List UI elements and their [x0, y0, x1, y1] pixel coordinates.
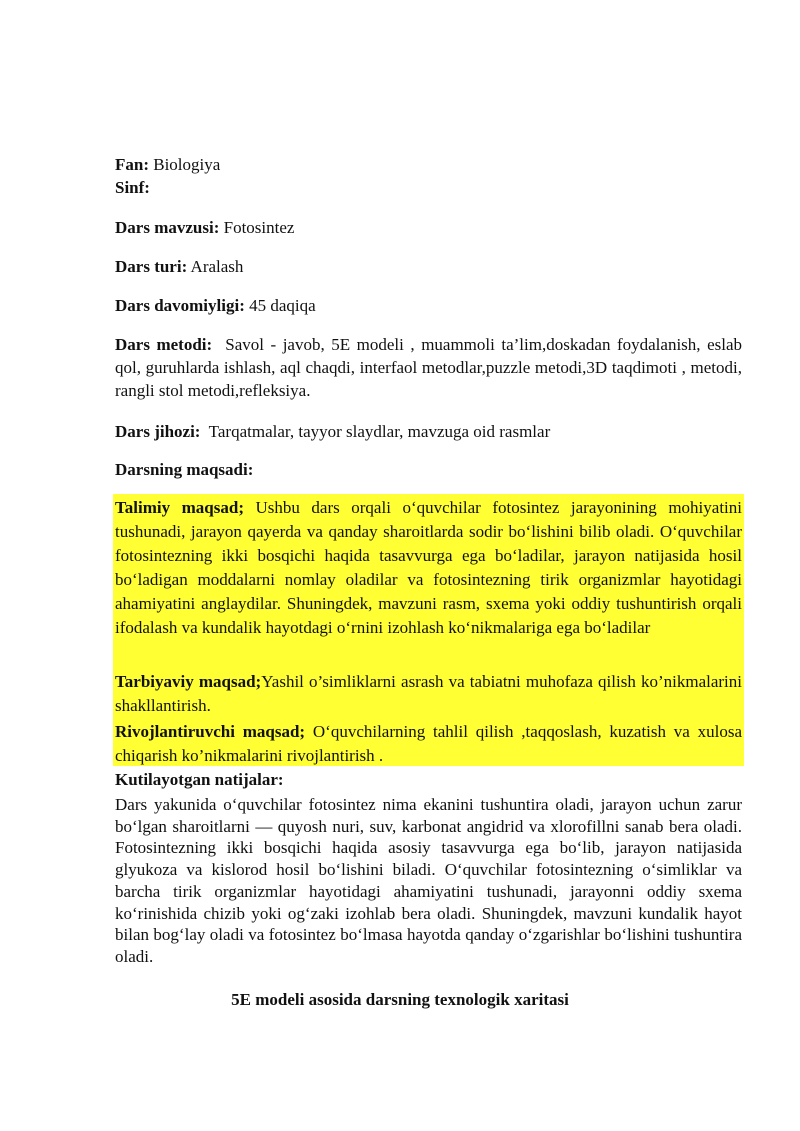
lesson-type-value: Aralash: [190, 257, 244, 276]
equipment-label: Dars jihozi:: [115, 422, 201, 441]
results-heading: Kutilayotgan natijalar:: [115, 770, 284, 789]
subject-value: Biologiya: [153, 155, 221, 174]
subject-label: Fan:: [115, 155, 149, 174]
goals-heading: Darsning maqsadi:: [115, 460, 254, 479]
equipment-line: [115, 421, 742, 443]
topic-label: Dars mavzusi:: [115, 218, 220, 237]
educational-goal-text: Ushbu dars orqali o‘quvchilar fotosintez jarayonining mohiyatini tushunadi, jarayon qayerda va qanday sharoitlarda sodir bo‘lishini bilib oladi. O‘quvchilar fotosintezning ikki bosqichi haqida tasavvurga ega bo‘ladilar, jarayon natijasida hosil bo‘ladigan moddalarni nomlay oladilar va fotosintezning tirik organizmlar hayotidagi ahamiyatini anglaydilar. Shuningdek, mavzuni rasm, sxema yoki oddiy tushuntirish orqali ifodalash va kundalik hayotdagi o‘rnini izohlash ko‘nikmalariga ega bo‘ladilar: [115, 498, 742, 638]
lesson-type-line: [115, 256, 742, 278]
educational-goal-paragraph: [115, 496, 742, 641]
tech-map-title: 5E modeli asosida darsning texnologik xaritasi: [231, 990, 569, 1009]
method-label: Dars metodi:: [115, 335, 213, 354]
topic-value: Fotosintez: [223, 218, 295, 237]
duration-label: Dars davomiyligi:: [115, 296, 245, 315]
educational-goal-label: Talimiy maqsad;: [115, 498, 244, 517]
upbringing-goal-text: Yashil o’simliklarni asrash va tabiatni muhofaza qilish ko’nikmalarini shakllantirish.: [115, 672, 742, 715]
equipment-value: Tarqatmalar, tayyor slaydlar, mavzuga oid rasmlar: [208, 422, 551, 441]
method-paragraph: [115, 333, 742, 402]
lesson-type-label: Dars turi:: [115, 257, 188, 276]
topic-line: [115, 217, 742, 239]
results-paragraph: Dars yakunida o‘quvchilar fotosintez nima ekanini tushuntira oladi, jarayon uchun zarur bo‘lgan sharoitlarni — quyosh nuri, suv, karbonat angidrid va xlorofillni sanab bera oladi. Fotosintezning ikki bosqichi haqida asosiy tasavvurga ega bo‘lib, jarayon natijasida glyukoza va kislorod hosil bo‘lishini biladi. O‘quvchilar fotosintezning o‘simliklar va barcha tirik organizmlar hayotidagi ahamiyatini tushunadi, jarayonni oddiy sxema ko‘rinishida chizib yoki og‘zaki izohlab bera oladi. Shuningdek, mavzuni kundalik hayot bilan bog‘lay oladi va fotosintez bo‘lmasa hayotda qanday o‘zgarishlar bo‘lishini tushuntira oladi.: [115, 795, 742, 966]
grade-label: Sinf:: [115, 178, 150, 197]
upbringing-goal-label: Tarbiyaviy maqsad;: [115, 672, 262, 691]
method-value: Savol - javob, 5E modeli , muammoli ta’lim,doskadan foydalanish, eslab qol, guruhlarda ishlash, aql chaqdi, interfaol metodlar,puzzle metodi,3D taqdimoti , metodi, rangli stol metodi,refleksiya.: [115, 335, 742, 400]
developmental-goal-paragraph: [115, 720, 742, 768]
grade-line: [115, 177, 742, 199]
subject-line: [115, 154, 742, 176]
developmental-goal-label: Rivojlantiruvchi maqsad;: [115, 722, 306, 741]
developmental-goal-text: O‘quvchilarning tahlil qilish ,taqqoslash, kuzatish va xulosa chiqarish ko’nikmalarini rivojlantirish .: [115, 722, 743, 765]
duration-value: 45 daqiqa: [249, 296, 316, 315]
upbringing-goal-paragraph: [115, 670, 742, 718]
duration-line: [115, 295, 742, 317]
